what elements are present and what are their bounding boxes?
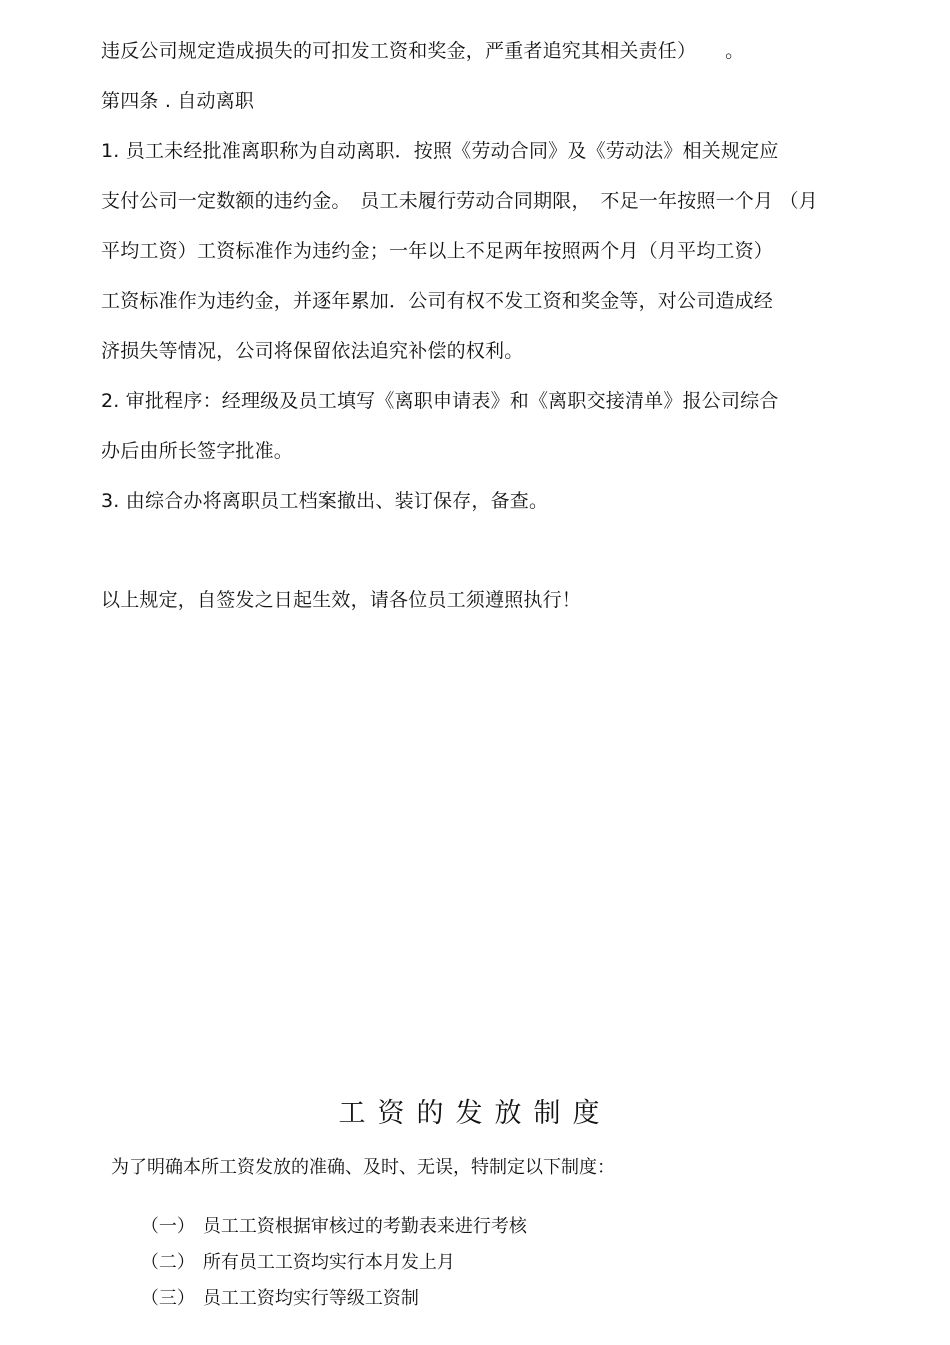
list-item-text: 员工工资均实行等级工资制 <box>202 1288 419 1309</box>
paragraph-line: 济损失等情况，公司将保留依法追究补偿的权利。 <box>101 340 524 362</box>
paragraph-line: 2. 审批程序：经理级及员工填写《离职申请表》和《离职交接清单》报公司综合 <box>101 390 779 412</box>
paragraph-line: 1. 员工未经批准离职称为自动离职．按照《劳动合同》及《劳动法》相关规定应 <box>101 140 779 162</box>
list-item <box>118 1263 419 1335</box>
paragraph-line: 办后由所长签字批准。 <box>101 440 294 462</box>
list-item-number: （二） <box>140 1252 195 1273</box>
list-item-text: 所有员工工资均实行本月发上月 <box>202 1252 455 1273</box>
article-heading: 第四条 . 自动离职 <box>101 90 255 112</box>
paragraph-line: 平均工资）工资标准作为违约金；一年以上不足两年按照两个月（月平均工资） <box>101 240 774 262</box>
paragraph-line: 违反公司规定造成损失的可扣发工资和奖金，严重者追究其相关责任） 。 <box>101 40 745 62</box>
paragraph-line: 支付公司一定数额的违约金。 员工未履行劳动合同期限， 不足一年按照一个月 （月 <box>101 190 818 212</box>
section-intro: 为了明确本所工资发放的准确、及时、无误，特制定以下制度： <box>111 1157 615 1178</box>
list-item-number: （一） <box>140 1216 195 1237</box>
list-item-number: （三） <box>140 1288 195 1309</box>
section-title: 工资的发放制度 <box>338 1098 612 1129</box>
paragraph-line: 工资标准作为违约金，并逐年累加．公司有权不发工资和奖金等，对公司造成经 <box>101 290 774 312</box>
paragraph-line: 3. 由综合办将离职员工档案撤出、装订保存，备查。 <box>101 490 549 512</box>
closing-statement: 以上规定，自签发之日起生效，请各位员工须遵照执行！ <box>101 589 582 611</box>
list-item-text: 员工工资根据审核过的考勤表来进行考核 <box>202 1216 527 1237</box>
